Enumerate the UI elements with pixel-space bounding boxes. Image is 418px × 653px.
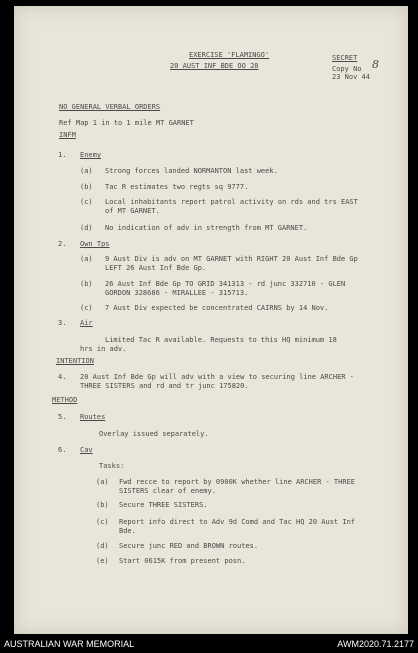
archive-reference: AWM2020.71.2177 (337, 639, 414, 649)
para-3-line-2: hrs in adv. (80, 345, 127, 353)
para-4-number: 4. (58, 373, 67, 381)
para-2b-line-1: 26 Aust Inf Bde Gp TO GRID 341313 - rd junc 332710 - GLEN (105, 280, 346, 288)
para-6c-line-1: Report info direct to Adv 9d Comd and Tac HQ 20 Aust Inf (119, 518, 356, 526)
archive-footer (0, 634, 418, 653)
unit-designation: 20 AUST INF BDE OO 28 (170, 62, 259, 70)
para-1-heading: Enemy (80, 151, 102, 159)
no-verbal-orders-heading: NO GENERAL VERBAL ORDERS (59, 103, 161, 111)
para-1b-text: Tac R estimates two regts sq 9777. (105, 183, 249, 191)
para-6a-label: (a) (96, 478, 109, 486)
para-1c-line-2: of MT GARNET. (105, 207, 160, 215)
para-3-number: 3. (58, 319, 67, 327)
para-4-line-1: 20 Aust Inf Bde Gp will adv with a view to securing line ARCHER - (80, 373, 354, 381)
para-6a-line-2: SISTERS clear of enemy. (119, 487, 216, 495)
copy-label: Copy No (332, 65, 362, 73)
para-6b-label: (b) (96, 501, 109, 509)
para-3-heading: Air (80, 319, 93, 327)
para-2a-line-2: LEFT 26 Aust Inf Bde Gp. (105, 264, 207, 272)
para-2c-label: (c) (80, 304, 93, 312)
intention-heading: INTENTION (56, 357, 94, 365)
map-reference: Ref Map 1 in to 1 mile MT GARNET (59, 119, 194, 127)
para-1c-label: (c) (80, 198, 93, 206)
info-heading: INFM (59, 131, 76, 139)
para-6c-line-2: Bde. (119, 527, 136, 535)
para-5-number: 5. (58, 413, 67, 421)
para-3-line-1: Limited Tac R available. Requests to this HQ minimum 18 (105, 336, 337, 344)
para-1a-label: (a) (80, 167, 93, 175)
para-2c-text: 7 Aust Div expected be concentrated CAIRNS by 14 Nov. (105, 304, 329, 312)
secret-marking: SECRET (332, 54, 358, 62)
para-1d-label: (d) (80, 224, 93, 232)
para-2b-label: (b) (80, 280, 93, 288)
para-2-number: 2. (58, 240, 67, 248)
para-4-line-2: THREE SISTERS and rd and tr junc 175820. (80, 382, 249, 390)
para-6e-text: Start 0615K from present posn. (119, 557, 246, 565)
para-6-number: 6. (58, 446, 67, 454)
para-6c-label: (c) (96, 518, 109, 526)
para-1-number: 1. (58, 151, 67, 159)
copy-number: 8 (372, 58, 379, 71)
para-2a-label: (a) (80, 255, 93, 263)
para-5-heading: Routes (80, 413, 106, 421)
method-heading: METHOD (52, 396, 78, 404)
para-6e-label: (e) (96, 557, 109, 565)
para-1b-label: (b) (80, 183, 93, 191)
para-6a-line-1: Fwd recce to report by 0900K whether line ARCHER - THREE (119, 478, 356, 486)
para-6-heading: Cav (80, 446, 93, 454)
para-2b-line-2: GORDON 328686 - MIRALLEE - 315713. (105, 289, 249, 297)
exercise-title: EXERCISE 'FLAMINGO' (189, 51, 270, 59)
para-5-text: Overlay issued separately. (99, 430, 209, 438)
archive-name: AUSTRALIAN WAR MEMORIAL (4, 639, 135, 649)
para-6d-text: Secure junc RED and BROWN routes. (119, 542, 259, 550)
para-6d-label: (d) (96, 542, 109, 550)
para-6b-text: Secure THREE SISTERS. (119, 501, 208, 509)
para-1d-text: No indication of adv in strength from MT GARNET. (105, 224, 308, 232)
para-2-heading: Own Tps (80, 240, 110, 248)
document-date: 23 Nov 44 (332, 73, 370, 81)
para-1c-line-1: Local inhabitants report patrol activity on rds and trs EAST (105, 198, 358, 206)
para-6-tasks-label: Tasks: (99, 462, 125, 470)
para-2a-line-1: 9 Aust Div is adv on MT GARNET with RIGHT 20 Aust Inf Bde Gp (105, 255, 358, 263)
para-1a-text: Strong forces landed NORMANTON last week. (105, 167, 278, 175)
document-page (14, 6, 408, 634)
